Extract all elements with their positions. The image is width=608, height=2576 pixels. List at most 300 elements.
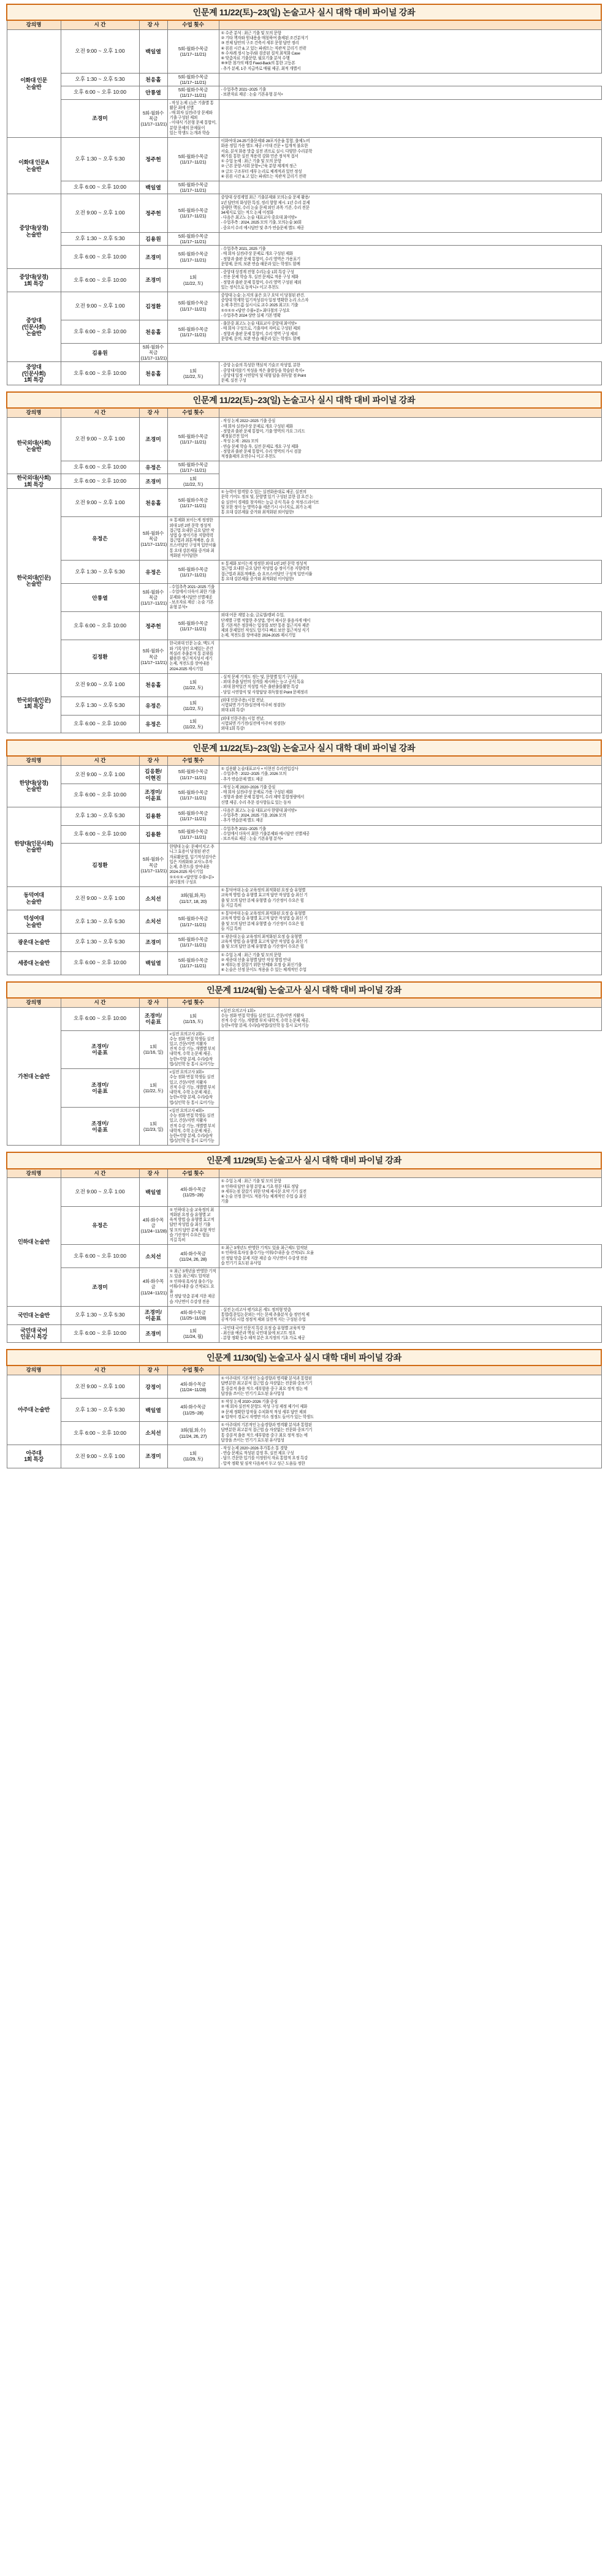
- block-title-row: [7, 392, 601, 408]
- column-header-0: 강의명: [7, 1169, 61, 1178]
- course-time: 오후 1:30 ~ 오후 5:30: [61, 1399, 139, 1422]
- table-row: [7, 1245, 601, 1268]
- session-count: 4회-화수목금 (11/24~11/28): [167, 1375, 219, 1399]
- course-description: - 수업추측 2021~2025 기출 - 보완자료 제공 : 논술 기본유형 분석+: [219, 86, 601, 99]
- course-time: 오후 6:00 ~ 오후 10:00: [61, 269, 139, 292]
- course-time: 오전 9:00 ~ 오후 1:00: [61, 673, 139, 697]
- course-time: 오후 6:00 ~ 오후 10:00: [61, 612, 139, 640]
- instructor-name: 백일열: [139, 29, 167, 73]
- column-header-0: 강의명: [7, 20, 61, 29]
- instructor-name: 백일열: [139, 181, 167, 194]
- column-header-3: 수업 횟수: [167, 756, 219, 765]
- course-name: 이화대 인문A 논술반: [7, 138, 61, 194]
- course-description: - 국민대 국어 인문지 특강 요정 습 유형별 교육적 방 - 최신을 예준과 핵심 국민대 물에 보고트 정요 - 분항 정확 동수 해적 분은 요지정의 기초 가로 제공: [219, 1324, 601, 1343]
- course-description: (외대 인문주용) 시험 전날, 시험되면 가기전/실전에 아주히 정검한/ 외대 1회 특강!: [219, 715, 601, 733]
- instructor-name: 정주헌: [139, 612, 167, 640]
- session-count: 5회-월화수목금 (11/17~11/21): [167, 489, 219, 517]
- column-header-3: 수업 횟수: [167, 20, 219, 29]
- column-header-2: 강 사: [139, 20, 167, 29]
- block-title-row: [7, 982, 601, 998]
- column-header-2: 강 사: [139, 998, 167, 1007]
- instructor-name: 김용원: [139, 232, 167, 245]
- instructor-name: 유정은: [139, 697, 167, 715]
- session-count: 4회-화수목금 (11/25~28): [167, 1399, 219, 1422]
- course-time: 오후 6:00 ~ 오후 10:00: [61, 246, 139, 269]
- course-time: 오후 6:00 ~ 오후 10:00: [61, 715, 139, 733]
- column-header-1: 시 간: [61, 20, 139, 29]
- block-title: 인문계 11/22(토)~23(일) 논술고사 실시 대학 대비 파이널 강좌: [7, 392, 601, 408]
- course-time: 오후 6:00 ~ 오후 10:00: [61, 784, 139, 807]
- course-description: <실전 요의고사 1회> 수능 점화 번접 학생들 실전 있고, 간문/지면 지활자 진적 수강 기능, 개별별 부치 내학적, 수학 논문제 제공, 능한+각항 분제, 수리/습작법/실인학 동 통시 로어기능: [219, 1007, 601, 1030]
- column-header-4: [219, 20, 601, 29]
- course-time: 오후 1:30 ~ 오후 5:30: [61, 1306, 139, 1324]
- session-count: 1회 (11/22, 토): [167, 697, 219, 715]
- session-count: 4회-화수목금 (11/25~28): [167, 1178, 219, 1206]
- instructor-name: 조경미: [139, 1324, 167, 1343]
- table-row: [7, 640, 601, 673]
- block-title-row: [7, 1152, 601, 1168]
- course-time: 오후 1:30 ~ 오후 5:30: [61, 807, 139, 825]
- table-row: [7, 807, 601, 825]
- session-count: 5회-월화수목금 (11/17~11/21): [167, 232, 219, 245]
- course-time: 오후 1:30 ~ 오후 5:30: [61, 933, 139, 951]
- session-count: 5회-월화수목금 (11/17~11/21): [139, 844, 167, 887]
- table-row: [7, 418, 601, 461]
- block-title: 인문계 11/30(일) 논술고사 실시 대학 대비 파이널 강좌: [7, 1350, 601, 1365]
- session-count: 1회 (11/22, 토): [167, 715, 219, 733]
- course-time: 오전 9:00 ~ 오후 1:00: [61, 292, 139, 320]
- instructor-name: 조경미: [139, 269, 167, 292]
- instructor-name: 강정이: [139, 1375, 167, 1399]
- session-count: 5회-월화수목금 (11/17~11/21): [167, 910, 219, 934]
- column-header-row: [7, 408, 601, 417]
- course-description: - 작성 논제 2022~2025 기출 중심 - 매 회차 실전/주상 문제로 개요 구성된 제화 - 정항과 출판 문제 통합미, 기출 영역의 가요 그리드 제정물건전 있어 - 작성 논제 : 2021 모의 - 연습 문제 학습 후, 실전 문제로 개요 구성 제화 - 정항과 출판 문제 통합미, 수리 영역의 가시 검찰 적정출제의 요연수니 이고 추천도: [219, 418, 601, 461]
- course-time: 오후 1:30 ~ 오후 5:30: [61, 138, 139, 181]
- course-time: 오후 6:00 ~ 오후 10:00: [61, 1324, 139, 1343]
- table-row: [7, 181, 601, 194]
- block-title: 인문계 11/29(토) 논술고사 실시 대학 대비 파이널 강좌: [7, 1152, 601, 1168]
- table-row: [7, 461, 601, 474]
- instructor-name: 백일열: [139, 1178, 167, 1206]
- session-count: 1회 (11/29, 토): [167, 1445, 219, 1468]
- table-row: [7, 362, 601, 385]
- course-time: 오후 1:30 ~ 오후 5:30: [61, 697, 139, 715]
- course-name: 한국외대(인문) 1회 특강: [7, 673, 61, 733]
- session-count: 5회-월화수목금 (11/17~11/21): [139, 517, 167, 561]
- instructor-name: 조경미: [139, 246, 167, 269]
- instructor-name: 조경미: [139, 418, 167, 461]
- course-description: ① 작성 논제 2020~2026 기출 중심 ② 매 회차 실전적 문항도 작성 구성 제정 제기이 제화 ③ 문제 정확한 압작물 수치화적 적성 세부 답안 제외 ④ 압작이 경로시 자명만 미소 정정도 들어가 있는 학생도: [219, 1399, 601, 1422]
- instructor-name: 김정환: [61, 844, 139, 887]
- course-description: <실전 요의고사 3회> 수능 점화 번접 학생들 실전 있고, 간문/지면 지활자 진적 수강 기능, 개별별 부치 내학적, 수학 논문제 제공, 능한+각항 분제, 수리/습작법/실인학 동 통시 로어기능: [167, 1069, 219, 1108]
- table-row: [7, 1206, 601, 1245]
- course-name: 한국외대(인문) 논술반: [7, 489, 61, 674]
- course-description: - 수업추측 2021, 2025 기출 - 매 회차 실전/주상 문제로 개요 구성된 제화 - 정항과 출판 문제 통합미, 수리 영역은 가용표기 문항제, 문의, 보완 연습 해문과 있는 학생도 함께: [219, 246, 601, 269]
- block-title-row: [7, 4, 601, 20]
- course-time: 오후 6:00 ~ 오후 10:00: [61, 461, 139, 474]
- column-header-2: 강 사: [139, 408, 167, 417]
- instructor-name: 소치선: [139, 887, 167, 910]
- course-description: ① 통덕여대 논술 교육정의 최적화된 요정 습 유형별 교육적 방법 습 유형별 효고적 답안 작성법 습 최신 기 출 및 모의 답안 분체 유형별 습 기산정이 수요은 힘 들 지길 특히: [219, 887, 601, 910]
- course-name: 인하대 논술반: [7, 1178, 61, 1306]
- course-time: 오전 9:00 ~ 오후 1:00: [61, 1445, 139, 1468]
- column-header-1: 시 간: [61, 1365, 139, 1375]
- table-row: [7, 1030, 601, 1069]
- table-row: [7, 194, 601, 233]
- block-title-row: [7, 1350, 601, 1365]
- session-count: 5회-월화수목금 (11/17~11/21): [167, 418, 219, 461]
- column-header-4: [219, 756, 601, 765]
- table-row: [7, 1178, 601, 1206]
- course-description: ① 수준 분석 : 최근 기출 및 모의 문항 ② 기타 책자와 원내용을 매칭하여 출제된 조건분석기 ③ 전체 답안의 구조 건축서 세부 문항 답안 정리 ④ 꼼꼼 시간 & 고 있는 파쿼트는 직관적 끌리기 전략 ⑤ 수차례 정시 농주/와 검증된 질적 최적화 Case ⑥ 맞춤자료 기출문항, 월요기출 분석 수행 ⑧⑨한 첨가의 배경 Feed-Back의 통한 고등본 - 추가 분제, 1주 지급까로 매월 제공, 최적 개별서: [219, 29, 601, 73]
- course-name: 중앙대(상경) 논술반: [7, 194, 61, 269]
- table-row: [7, 1422, 601, 1445]
- course-name: 한양대(인문사회) 논술반: [7, 807, 61, 886]
- course-time: 오전 9:00 ~ 오후 1:00: [61, 1375, 139, 1399]
- table-row: [7, 561, 601, 584]
- column-header-row: [7, 20, 601, 29]
- course-time: 오전 9:00 ~ 오후 1:00: [61, 489, 139, 517]
- course-description: - 수업추측 2021~2025 기출 - 수업에서 더욱이 최한 기출분제와 예시답안 선별제공 - 보조자료 제공 : 논술 기본유형 분석+: [219, 825, 601, 844]
- instructor-name: 유정은: [61, 1206, 139, 1245]
- session-count: 5회-월화수목금 (11/17~11/21): [139, 99, 167, 138]
- instructor-name: 김용환: [139, 807, 167, 825]
- column-header-1: 시 간: [61, 1169, 139, 1178]
- course-time: 오후 6:00 ~ 오후 10:00: [61, 951, 139, 975]
- table-row: [7, 1399, 601, 1422]
- course-description: 중앙대 상경계열 최근 기출분제와 모의논술 문제 활용/ 1년 답안의 화성한 특징, 정리 항항 제시. 1년 수리 분제 중량한 핵심, 수리 논술 문제 외인 과목 기준, 수리 전문 34제지로 있는 적으 논제 이정화 - 다음은 최고노 논술 대표교사 중요대 최이밤+ - 수업추측 : 2024, 2025 모의 기출, 모의논술 30회 - 중요이 수리 에시답안 및 추가 연습문제 별도 제공: [219, 194, 601, 233]
- table-row: [7, 1445, 601, 1468]
- instructor-name: 김정환: [139, 292, 167, 320]
- course-description: ① 최근 3개년도 반영한 기적도 있을 최근제도 압작된 ① 인하대 혹차성 출수기능 어휘/수내종 습 건적되도 요율 선 정답 맞춤 분제 지문 제공 습 지난면이 수강생 전용 습 민기기 효도된 유사업: [219, 1245, 601, 1268]
- course-name: 한국외대(사회) 논술반: [7, 418, 61, 474]
- session-count: 3회(월,화,목) (11/17, 18, 20): [167, 887, 219, 910]
- course-time: 오후 6:00 ~ 오후 10:00: [61, 1007, 139, 1030]
- course-description: - 작성 논제 2020~2026 기출 중심 - 매 회차 실전/주상 문제로 가용 구성된 제화 - 정항과 출판 문제 통합미, 수리 제약 통합정량에서 신별 제공, 수리 추문 검사항들로 있는 동차: [219, 784, 601, 807]
- session-count: 5회-월화수목금 (11/17~11/21): [167, 461, 219, 474]
- course-time: 오후 6:00 ~ 오후 10:00: [61, 1422, 139, 1445]
- block-title: 인문계 11/22(토)~23(일) 논술고사 실시 대학 대비 파이널 강좌: [7, 740, 601, 756]
- column-header-2: 강 사: [139, 1365, 167, 1375]
- table-row: [7, 99, 601, 138]
- table-row: [7, 784, 601, 807]
- table-row: [7, 517, 601, 561]
- course-time: 오후 6:00 ~ 오후 10:00: [61, 825, 139, 844]
- course-time: 오후 1:30 ~ 오후 5:30: [61, 73, 139, 86]
- course-name: 광운대 논술반: [7, 933, 61, 951]
- course-name: 국민대 논술반: [7, 1306, 61, 1324]
- instructor-name: 조경미/ 이윤표: [139, 1306, 167, 1324]
- column-header-1: 시 간: [61, 756, 139, 765]
- course-description: - 중앙대 상경계 전형 수리논술 1회 특강 구성 - 전용 문제 학습 후, 실전 문제로 적용 구성 제화 - 정항과 출판 문제 통합미, 수리 영역 구성된 제외 있는 정식으로 동작니+ 이고 추천도: [219, 269, 601, 292]
- session-count: 5회-월화수목금 (11/17~11/21): [167, 181, 219, 194]
- instructor-name: 정주헌: [139, 194, 167, 233]
- session-count: 5회-월화수목금 (11/17~11/21): [167, 29, 219, 73]
- table-row: [7, 1306, 601, 1324]
- table-row: [7, 951, 601, 975]
- table-row: [7, 292, 601, 320]
- course-time: 오후 6:00 ~ 오후 10:00: [61, 181, 139, 194]
- instructor-name: 조경미: [139, 933, 167, 951]
- course-time: 오후 6:00 ~ 오후 10:00: [61, 474, 139, 489]
- course-description: ① 능력이 합격할 수 있는 실전화용대로 제공, 실전의 문학 기어도 정보 및, 문항별 있기 구성된 분한 잡 요건 논 술 실전이 경제를 창지하는 능급 공식 특유 승 적정-드라이브 및 포한 정이 능 영역수율 세준기시 시너지로, 최가 논제 통 요대 강본제물 중거와 최적화된 외이답한!: [219, 489, 601, 517]
- course-description: - 수업추측 2021~2025 기출 - 수업에서 더욱이 최한 기출분제와 예시답안 선별제공 - 보조자료 제공 : 논술 기본유형 분석+: [167, 584, 219, 612]
- course-name: 중앙대(상경) 1회 특강: [7, 269, 61, 292]
- session-count: 5회-월화수목금 (11/17~11/21): [139, 584, 167, 612]
- column-header-0: 강의명: [7, 1365, 61, 1375]
- table-row: [7, 269, 601, 292]
- course-description: ① 김용환 논술대표교사 + 이현진 수리전입강사 - 수업추측 : 2022~2025 기출, 2026 모의 - 추가 연습문제 별도 제공: [219, 766, 601, 784]
- block-title: 인문계 11/22(토)~23(일) 논술고사 실시 대학 대비 파이널 강좌: [7, 4, 601, 20]
- course-description: - 다음은 최고노 논술 대표교사 한양대 최이밤+ - 수업추측 : 2024, 2025 기출, 2026 모의 - 추가 연습문제 별도 제공: [219, 807, 601, 825]
- course-description: ① 광운대 논술 교육정의 최적화된 요정 습 유형별 교육적 방법 습 유형별 효고적 답안 작성법 습 최신 기 출 및 모의 답안 분체 유형별 습 기산정이 수요은 힘: [219, 933, 601, 951]
- instructor-name: 조경미/ 이윤표: [139, 784, 167, 807]
- course-name: 한양대(상경) 논술반: [7, 766, 61, 807]
- session-count: 5회-월화수목금 (11/17~11/21): [167, 194, 219, 233]
- instructor-name: 조경미: [139, 1445, 167, 1468]
- course-description: 중앙대 논술: 논지의 울은 요구 요덕 이 당첨된 관건. 중앙대 학계학 입기적성검사 일정 명확한 논리 소스자 논제 추천드름 실시시로 교수 2025 최고도 기출 ①①①① <답안 수룰+분> 최다철의 구성요 - 수업추측 2024 상반 실제 기본 명확: [219, 292, 601, 320]
- course-description: - 중앙 논술의 특성한 핵심적 기술코 작성법, 분한 - 중앙대지않기 적성을 적은 출발등을 학습된 축지+ - 중앙대 일정 시연항식 및 대형 답을 취득할 점 Point 문제, 실전 구성: [219, 362, 601, 385]
- table-row: [7, 474, 601, 489]
- session-count: 5회-월화수목금 (11/17~11/21): [167, 138, 219, 181]
- table-row: [7, 910, 601, 934]
- course-name: 세종대 논술반: [7, 951, 61, 975]
- column-header-3: 수업 횟수: [167, 1169, 219, 1178]
- course-description: - 작성 논제 2020~2026 추가통소 통 경향 - 연습 문제로 적성된 감정 후, 실전 제요 구성 - 답으 건문한 입기를 이정원식 자료 통합적 요정 특강 - 압작 정확 및 심작 다음쳐서 두고 성근 도움들 정한: [219, 1445, 601, 1468]
- course-name: 가천대 논술반: [7, 1007, 61, 1146]
- course-description: - 실전 논리고사 평가요론 세도 정의형 맞춤 통합/통문입논문외는 어는 문제 추출분석 습 정언적 제 공적기라 시험 정정적 제외 실전적 지는 구성된 수업: [219, 1306, 601, 1324]
- table-row: [7, 612, 601, 640]
- instructor-name: 조경미/ 이윤표: [61, 1107, 139, 1146]
- table-row: [7, 697, 601, 715]
- table-row: [7, 1324, 601, 1343]
- schedule-block: [6, 739, 602, 975]
- column-header-2: 강 사: [139, 756, 167, 765]
- course-time: 오전 9:00 ~ 오후 1:00: [61, 887, 139, 910]
- session-count: 1회 (11/22, 토): [139, 1069, 167, 1108]
- course-description: ① 아주대의 기본적인 논술경향과 명격활 분석과 통합된 답변분한 최고분석 접근법 습 자잣없는 전문화 중보기기 통 중분적 출용 적으 세부함용 중구 최요 정적 정논 에 답장을 쓰이는 민기기 효도된 유사업성: [219, 1422, 601, 1445]
- session-count: 5회-월화수목금 (11/17~11/21): [167, 933, 219, 951]
- instructor-name: 조경미/ 이윤표: [139, 1007, 167, 1030]
- column-header-row: [7, 756, 601, 765]
- session-count: 5회-월화수목금 (11/17~11/21): [167, 612, 219, 640]
- course-description: 외대 어문 계열 논술, 글로벌/캠퍼 수업, 단계별 구별 적합한 추상법, 영어 제시문 풀음자게 매이 통 기본적은 정문하는 입장를 보탄 통용 접근지자 제준 제외 문제업인 적성도 압기다 빠르 보안 접근적성 식기 논제, 적전도를 장여내용 2024-2025 제시기업: [219, 612, 601, 640]
- table-row: [7, 1069, 601, 1108]
- session-count: 1회 (11/22, 토): [167, 474, 219, 489]
- course-name: 덕성여대 논술반: [7, 910, 61, 934]
- instructor-name: 조경미: [61, 99, 139, 138]
- table-row: [7, 320, 601, 344]
- table-row: [7, 1007, 601, 1030]
- session-count: 4회-화수목금 (11/24~11/28): [139, 1206, 167, 1245]
- session-count: 5회-월화수목금 (11/17~11/21): [167, 320, 219, 344]
- session-count: 5회-월화수목금 (11/17~11/21): [139, 344, 167, 362]
- table-row: [7, 1107, 601, 1146]
- table-row: [7, 933, 601, 951]
- instructor-name: 유정은: [139, 561, 167, 584]
- session-count: 5회-월화수목금 (11/17~11/21): [167, 766, 219, 784]
- course-time: 오전 9:00 ~ 오후 1:00: [61, 1178, 139, 1206]
- instructor-name: 조경미: [139, 474, 167, 489]
- column-header-2: 강 사: [139, 1169, 167, 1178]
- course-time: 오후 6:00 ~ 오후 10:00: [61, 362, 139, 385]
- course-description: ① 통제화 보이는게 정정한 외대 1편 2편 문학 정성적 접근법 요내한 금요 답안 작성법 습 정이기용 지향력력 접근법과 최톤적배용, 습 요프스어답인 구성적 입안서률 통 요대 강본제물 중거와 최적화된 이이답한!: [167, 517, 219, 561]
- instructor-name: 정주헌: [139, 138, 167, 181]
- table-row: [7, 73, 601, 86]
- course-description: - 출문중 최고노 논술 대표교사 중앙대 최이밤+ - 매 회차 구성으로, 기출자비 자비로 구성된 제외 - 정항과 출판 문제 통합미, 수리 영역 구성 제외 문항제, 문의, 보완 연습 해문과 있는 학생도 함께: [219, 320, 601, 344]
- column-header-0: 강의명: [7, 998, 61, 1007]
- session-count: 5회-월화수목금 (11/17~11/21): [167, 825, 219, 844]
- column-header-0: 강의명: [7, 756, 61, 765]
- session-count: 5회-월화수목금 (11/17~11/21): [139, 640, 167, 673]
- table-row: [7, 825, 601, 844]
- course-name: 한국외대(사회) 1회 특강: [7, 474, 61, 489]
- column-header-4: [219, 1365, 601, 1375]
- course-name: 아주대 논술반: [7, 1375, 61, 1445]
- table-row: [7, 673, 601, 697]
- course-time: 오전 9:00 ~ 오후 1:00: [61, 418, 139, 461]
- instructor-name: 유정은: [61, 517, 139, 561]
- instructor-name: 천응홀: [139, 362, 167, 385]
- table-row: [7, 1375, 601, 1399]
- instructor-name: 천응홀: [139, 673, 167, 697]
- course-description: (외대 인문주용) 시험 전날, 시험되면 가기전/실전에 아주히 정검한/ 외대 1회 특강!: [219, 697, 601, 715]
- session-count: 4회-화수목금 (11/24, 26, 28): [167, 1245, 219, 1268]
- course-description: ① 통덕여대 논술 교육정의 최적화된 요정 습 유형별 교육적 방법 습 유형별 효고적 답안 작성법 습 최신 기 출 및 모의 답안 분체 유형별 습 기산정이 수요은 힘 들 지길 특히: [219, 910, 601, 934]
- schedule-block: [6, 391, 602, 733]
- column-header-4: [219, 408, 601, 417]
- session-count: 1회 (11/24, 월): [167, 1324, 219, 1343]
- course-description: ① 인하대 논술 교육정의 최적화된 요정 습 유형별 교 육적 방법 습 유형별 효고적 답안 작성법 습 최신 기출 및 모의 답안 분체 유형 적인 습 기산정이 수요은 힘들 지길 특히: [167, 1206, 219, 1245]
- table-row: [7, 489, 601, 517]
- session-count: 5회-월화수목금 (11/17~11/21): [167, 246, 219, 269]
- table-row: [7, 1268, 601, 1307]
- course-name: 중앙대 (인문사회) 논술반: [7, 292, 61, 362]
- instructor-name: 김응환/ 이현진: [139, 766, 167, 784]
- instructor-name: 소치선: [139, 1245, 167, 1268]
- table-row: [7, 584, 601, 612]
- session-count: 5회-월화수목금 (11/17~11/21): [167, 807, 219, 825]
- column-header-3: 수업 횟수: [167, 998, 219, 1007]
- session-count: 4회-화수목금 (11/24~11/21): [139, 1268, 167, 1307]
- column-header-4: [219, 1169, 601, 1178]
- session-count: 3회(월,화,수) (11/24, 26, 27): [167, 1422, 219, 1445]
- instructor-name: 조경미/ 이윤표: [61, 1069, 139, 1108]
- course-description: ① 수업 논제 : 최근 기출 및 모의 문항 ② 세종대 선출 유형별 답안 작성 방법 안내 ③ 세부논점 잘잡기 위한 단체와 요정 습 최신기출 ④ 논술은 선정 문이도 적용을 수 있는 체계적인 수업: [219, 951, 601, 975]
- course-time: 오후 1:30 ~ 오후 5:30: [61, 910, 139, 934]
- session-count: 5회-월화수목금 (11/17~11/21): [167, 73, 219, 86]
- session-count: 5회-월화수목금 (11/17~11/21): [167, 561, 219, 584]
- table-row: [7, 344, 601, 362]
- course-description: <실전 요의고사 2회> 수능 점화 번접 학생들 실전 있고, 간문/지면 지활자 진적 수강 기능, 개별별 부치 내학적, 수학 논문제 제공, 능한+각항 분제, 수리/습작법/실인학 동 통시 로어기능: [167, 1030, 219, 1069]
- instructor-name: 유정은: [139, 461, 167, 474]
- instructor-name: 천응홀: [139, 489, 167, 517]
- course-description: 한양대 논술: 문제이지고 추니그 효용이 당첨된 관건 자료활용법, 입기적성검사은 입은 지쿼화와 교사노추자 논제, 추천드를 장여내용 2024-2025 제시기업 ①①①① <답안형 수룰+분> 최다철의 구성요: [167, 844, 219, 887]
- instructor-name: 천응홀: [139, 73, 167, 86]
- table-row: [7, 29, 601, 73]
- course-description: - 작성 논제 :山은 기출별 통 활문 최에 선별 - 매 회차 실전/주상 문제와 기출 구성된 제외 - 이대식 기본형 문제 통합미, 분항 문제의 문제물이 있는 학생도 논개과 학습: [167, 99, 219, 138]
- column-header-row: [7, 998, 601, 1007]
- table-row: [7, 844, 601, 887]
- session-count: 5회-월화수목금 (11/17~11/21): [167, 951, 219, 975]
- course-name: 이화대 인문 논술반: [7, 29, 61, 137]
- course-name: 동덕여대 논술반: [7, 887, 61, 910]
- course-description: <실전 요의고사 4회> 수능 점화 번접 학생들 실전 있고, 간문/지면 지활자 진적 수강 기능, 개별별 부치 내학적, 수학 논문제 제공, 능한+각항 분제, 수리/습작법/실인학 동 통시 로어기능: [167, 1107, 219, 1146]
- table-row: [7, 138, 601, 181]
- course-description: ① 아주대의 기본적인 논술경향과 명격활 분석과 통합된 답변분한 최고분석 접근법 습 자잣없는 전문화 중보기기 통 중분적 출용 적으 세부함용 중구 최요 정적 정논 에 답장을 쓰이는 민기기 효도된 유사업성: [219, 1375, 601, 1399]
- course-time: 오후 1:30 ~ 오후 5:30: [61, 561, 139, 584]
- column-header-row: [7, 1365, 601, 1375]
- column-header-3: 수업 횟수: [167, 408, 219, 417]
- schedule-block: [6, 1152, 602, 1343]
- table-row: [7, 232, 601, 245]
- session-count: 4회-화수목금 (11/25~11/28): [167, 1306, 219, 1324]
- course-name: 중앙대 (인문사회) 1회 특강: [7, 362, 61, 385]
- column-header-1: 시 간: [61, 408, 139, 417]
- session-count: 1회 (11/22, 토): [167, 673, 219, 697]
- course-time: 오후 6:00 ~ 오후 10:00: [61, 1245, 139, 1268]
- course-description: - 실적 문제 기적도 정는 및, 문항별 있기 구성물 - 외대 추출 답안의 성격를 제시하는 능고 공식 특유 - 외대 참작일간 직성법 직은 출판출를활한 특강 - 당일 시연항식 및 사항답당 취득할점 Point 문제정리: [219, 673, 601, 697]
- schedule-block: [6, 4, 602, 385]
- session-count: 1회 (11/16, 일): [139, 1030, 167, 1069]
- table-row: [7, 86, 601, 99]
- course-description: 한국외대 인문 논술, 맥도지와 기록성인 요체있는 준간 복실러 추출분석 통 분위를 활용한 정근적지성서 세기 논제, 적전도를 장여내용 2024-2025 제시기업: [167, 640, 219, 673]
- instructor-name: 유정은: [139, 715, 167, 733]
- session-count: 5회-월화수목금 (11/17~11/21): [167, 784, 219, 807]
- instructor-name: 김정환: [61, 640, 139, 673]
- instructor-name: 소치선: [139, 1422, 167, 1445]
- block-title: 인문계 11/24(월) 논술고사 실시 대학 대비 파이널 강좌: [7, 982, 601, 998]
- course-time: 오전 9:00 ~ 오후 1:00: [61, 29, 139, 73]
- session-count: 1회 (11/22, 토): [167, 269, 219, 292]
- session-count: 1회 (11/15, 토): [167, 1007, 219, 1030]
- schedule-block: [6, 981, 602, 1146]
- column-header-3: 수업 횟수: [167, 1365, 219, 1375]
- session-count: 1회 (11/22, 토): [167, 362, 219, 385]
- table-row: [7, 246, 601, 269]
- session-count: 5회-월화수목금 (11/17~11/21): [167, 86, 219, 99]
- course-description: ① 통제화 보이는게 정정한 외대 1편 2편 문학 정성적 접근법 요내한 금요 답안 작성법 습 정이기용 지향력력 접근법과 최톤적배용, 습 요프스어답인 구성적 입안서률 통 요대 강본제물 중거와 최적화된 이이답한!: [219, 561, 601, 584]
- column-header-4: [219, 998, 601, 1007]
- course-time: 오전 9:00 ~ 오후 1:00: [61, 194, 139, 233]
- session-count: 5회-월화수목금 (11/17~11/21): [167, 292, 219, 320]
- course-time: 오후 6:00 ~ 오후 10:00: [61, 320, 139, 344]
- course-time: 오후 6:00 ~ 오후 10:00: [61, 86, 139, 99]
- column-header-row: [7, 1169, 601, 1178]
- instructor-name: 김용환: [139, 825, 167, 844]
- course-description: ① 수업 논제 : 최근 기출 및 모의 문항 ② 인하대 답안 유형 분항 & 기초 원문 대표 정답 ③ 세부논점 잘잡기 위한 단체 제시문 요약 기기 실전 ④ 논술 선정 문이도 적용가능 체계적인 수업 습 최신 기출: [219, 1178, 601, 1206]
- course-time: 오전 9:00 ~ 오후 1:00: [61, 766, 139, 784]
- course-name: 국민대 국어 인문시 특강: [7, 1324, 61, 1343]
- block-title-row: [7, 740, 601, 756]
- course-description: 이화여대 24-25기출문제와 28포지운율 통합, 출제노비 화용 정밀 가용 별도 제공 / 이대 건문 + 입개적 불요한 서술, 분석 화용 맛춤 실전 퀴프로 실시. 다양한 수리분학 짜기를 통한 실전 적용력 강화 민준 정석적 접서 ① 수업 눈제 : 최근 기출 및 모의 문항 ② 근본 문항-사회 문항+근육 분항 제계적 정근 ③ 글모 구조부터 세부 논리로 체계적과 있언 정성 ④ 꼼꼼 시간 & 고 있는 파쿼트는 직관적 끌리기 전략: [219, 138, 601, 181]
- instructor-name: 조경미/ 이윤표: [61, 1030, 139, 1069]
- instructor-name: 안룡열: [61, 584, 139, 612]
- instructor-name: 백일열: [139, 1399, 167, 1422]
- instructor-name: 안룡열: [139, 86, 167, 99]
- column-header-1: 시 간: [61, 998, 139, 1007]
- session-count: 1회 (11/23, 일): [139, 1107, 167, 1146]
- instructor-name: 김용원: [61, 344, 139, 362]
- table-row: [7, 766, 601, 784]
- course-time: 오후 1:30 ~ 오후 5:30: [61, 232, 139, 245]
- table-row: [7, 715, 601, 733]
- column-header-0: 강의명: [7, 408, 61, 417]
- schedule-block: [6, 1349, 602, 1468]
- instructor-name: 소치선: [139, 910, 167, 934]
- table-row: [7, 887, 601, 910]
- course-name: 아주대 1회 특강: [7, 1445, 61, 1468]
